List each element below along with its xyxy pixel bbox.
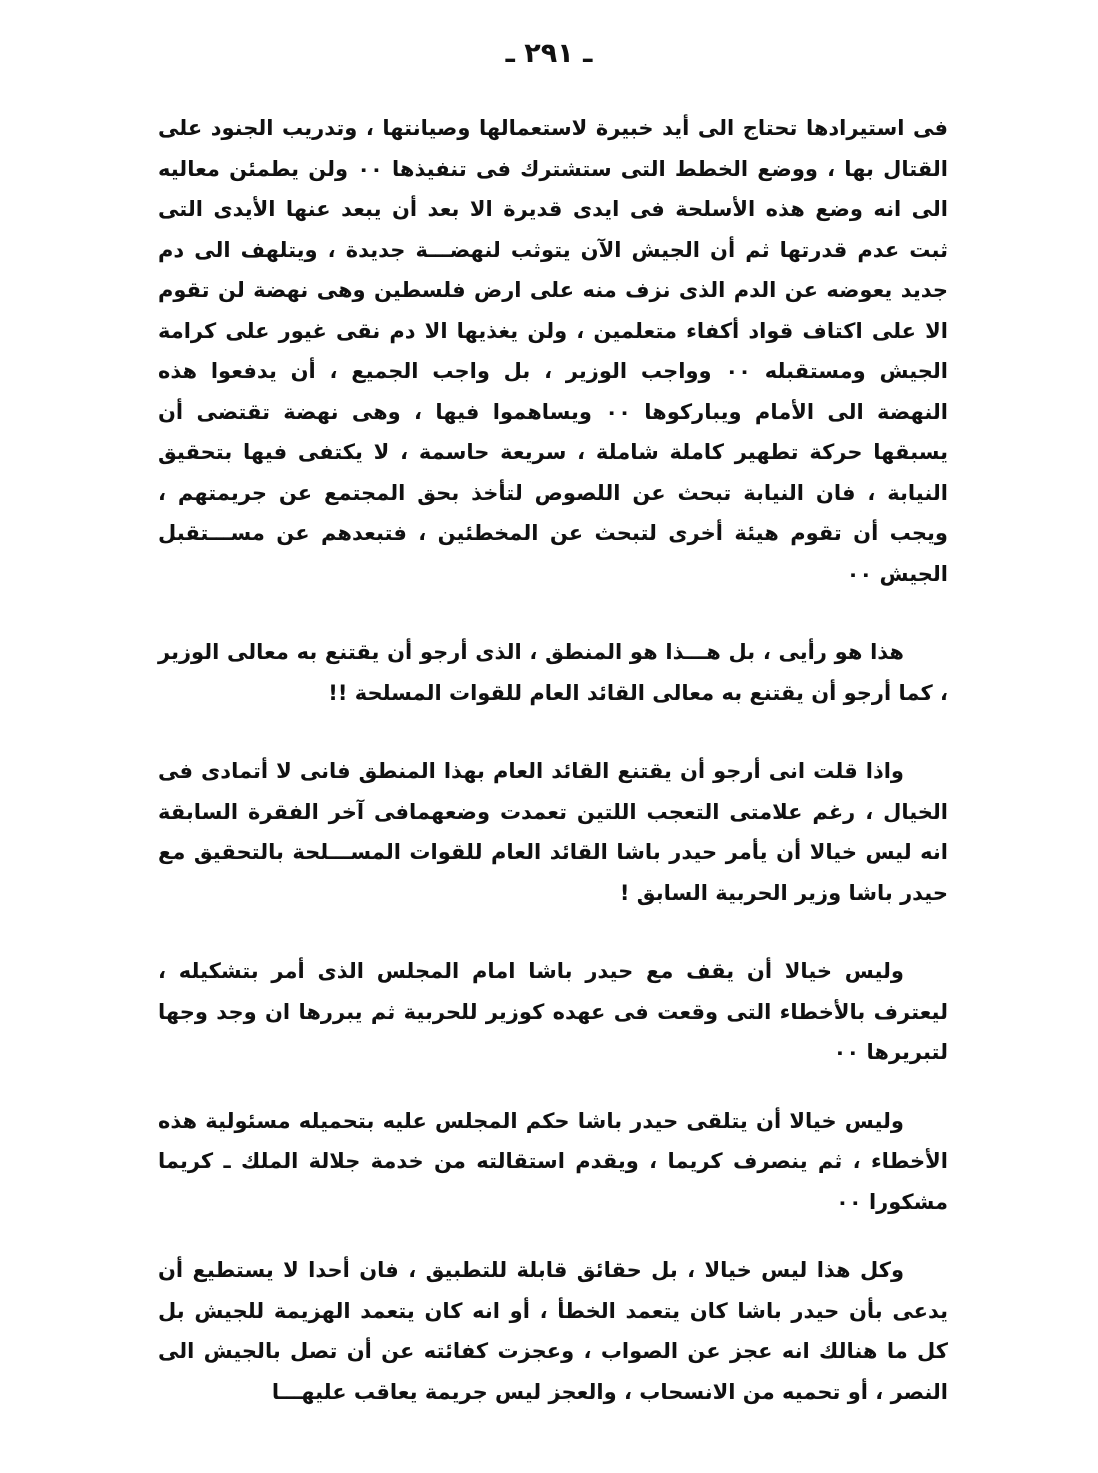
paragraph-5: وليس خيالا أن يتلقى حيدر باشا حكم المجلس عليه بتحميله مسئولية هذه الأخطاء ، ثم ينصرف كريما ، ويقدم استقالته من خدمة جلالة الملك ـ كريما مشكورا ٠٠ bbox=[158, 1108, 948, 1214]
paragraph-1: فى استيرادها تحتاج الى أيد خبيرة لاستعمالها وصيانتها ، وتدريب الجنود على القتال بها ، ووضع الخطط التى ستشترك فى تنفيذها ٠٠ ولن يطمئن معاليه الى انه وضع هذه الأسلحة فى ايدى قديرة الا بعد أن يبعد عنها الأيدى التى ثبت عدم قدرتها ثم أن الجيش الآن يتوثب لنهضـــة جديدة ، ويتلهف الى دم جديد يعوضه عن الدم الذى نزف منه على ارض فلسطين وهى نهضة لن تقوم الا على اكتاف قواد أكفاء متعلمين ، ولن يغذيها الا دم نقى غيور على كرامة الجيش ومستقبله ٠٠ وواجب الوزير ، بل واجب الجميع ، أن يدفعوا هذه النهضة الى الأمام ويباركوها ٠٠ ويساهموا فيها ، وهى نهضة تقتضى أن يسبقها حركة تطهير كاملة شاملة ، سريعة حاسمة ، لا يكتفى فيها بتحقيق النيابة ، فان النيابة تبحث عن اللصوص لتأخذ بحق المجتمع عن جريمتهم ، ويجب أن تقوم هيئة أخرى لتبحث عن المخطئين ، فتبعدهم عن مســـتقبل الجيش ٠٠ bbox=[158, 116, 948, 586]
paragraph-4: وليس خيالا أن يقف مع حيدر باشا امام المجلس الذى أمر بتشكيله ، ليعترف بالأخطاء التى وقعت فى عهده كوزير للحربية ثم يبررها ان وجد وجها لتبريرها ٠٠ bbox=[158, 959, 948, 1064]
body-text bbox=[158, 108, 948, 1412]
paragraph-2: هذا هو رأيى ، بل هـــذا هو المنطق ، الذى أرجو أن يقتنع به معالى الوزير ، كما أرجو أن يقتنع به معالى القائد العام للقوات المسلحة !! bbox=[158, 640, 948, 705]
paragraph-6: وكل هذا ليس خيالا ، بل حقائق قابلة للتطبيق ، فان أحدا لا يستطيع أن يدعى بأن حيدر باشا كان يتعمد الخطأ ، أو انه كان يتعمد الهزيمة للجيش بل كل ما هنالك انه عجز عن الصواب ، وعجزت كفائته عن أن تصل بالجيش الى النصر ، أو تحميه من الانسحاب ، والعجز ليس جريمة يعاقب عليهـــا bbox=[158, 1258, 948, 1404]
page-number: ـ ٢٩١ ـ bbox=[505, 38, 593, 69]
paragraph-3: واذا قلت انى أرجو أن يقتنع القائد العام بهذا المنطق فانى لا أتمادى فى الخيال ، رغم علامتى التعجب اللتين تعمدت وضعهمافى آخر الفقرة السابقة انه ليس خيالا أن يأمر حيدر باشا القائد العام للقوات المســـلحة بالتحقيق مع حيدر باشا وزير الحربية السابق ! bbox=[158, 759, 948, 905]
